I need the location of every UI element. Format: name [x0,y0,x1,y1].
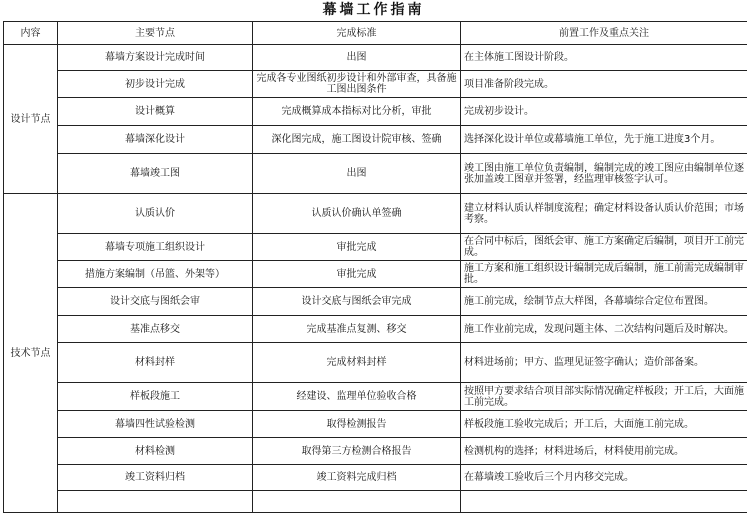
focus-cell: 选择深化设计单位或幕墙施工单位，先于施工进度3个月。 [461,126,747,154]
table-row [4,45,747,71]
focus-cell: 材料进场前；甲方、监理见证签字确认；造价部备案。 [461,343,747,383]
standard-cell: 审批完成 [253,234,461,261]
table-row [4,288,747,316]
focus-cell: 建立材料认质认样制度流程；确定材料设备认质认价范围；市场考察。 [461,194,747,234]
category-design: 设计节点 [4,45,58,194]
node-cell [58,491,253,513]
standard-cell: 完成概算成本指标对比分析，审批 [253,98,461,126]
node-cell: 幕墙四性试验检测 [58,411,253,438]
focus-cell: 样板段施工验收完成后；开工后，大面施工前完成。 [461,411,747,438]
standard-cell: 认质认价确认单签确 [253,194,461,234]
header-row [4,22,747,45]
standard-cell: 设计交底与图纸会审完成 [253,288,461,316]
standard-cell: 经建设、监理单位验收合格 [253,383,461,411]
node-cell: 设计交底与图纸会审 [58,288,253,316]
focus-cell: 按照甲方要求结合项目部实际情况确定样板段；开工后，大面施工前完成。 [461,383,747,411]
table-row [4,98,747,126]
node-cell: 措施方案编制（吊篮、外架等） [58,261,253,288]
header-standard: 完成标准 [253,22,461,45]
focus-cell: 施工前完成，绘制节点大样图，各幕墙综合定位布置图。 [461,288,747,316]
standard-cell [253,491,461,513]
node-cell: 基准点移交 [58,316,253,343]
table-row [4,438,747,465]
table-row [4,194,747,234]
standard-cell: 完成材料封样 [253,343,461,383]
focus-cell: 在合同中标后，图纸会审、施工方案确定后编制，项目开工前完成。 [461,234,747,261]
focus-cell: 竣工图由施工单位负责编制，编制完成的竣工图应由编制单位逐张加盖竣工图章并签署，经监理审核签字认可。 [461,154,747,194]
node-cell: 幕墙方案设计完成时间 [58,45,253,71]
header-content: 内容 [4,22,58,45]
standard-cell: 竣工资料完成归档 [253,465,461,491]
node-cell: 幕墙深化设计 [58,126,253,154]
standard-cell: 完成基准点复测、移交 [253,316,461,343]
node-cell: 材料检测 [58,438,253,465]
table-row [4,411,747,438]
focus-cell: 在主体施工图设计阶段。 [461,45,747,71]
focus-cell: 施工作业前完成，发现问题主体、二次结构问题后及时解决。 [461,316,747,343]
table-row [4,234,747,261]
focus-cell: 施工方案和施工组织设计编制完成后编制，施工前需完成编制审批。 [461,261,747,288]
standard-cell: 审批完成 [253,261,461,288]
standard-cell: 取得检测报告 [253,411,461,438]
guide-table [3,21,747,513]
focus-cell: 项目准备阶段完成。 [461,71,747,98]
header-main-node: 主要节点 [58,22,253,45]
table-row [4,261,747,288]
node-cell: 认质认价 [58,194,253,234]
standard-cell: 深化图完成，施工图设计院审核、签确 [253,126,461,154]
category-technical: 技术节点 [4,194,58,513]
table-row [4,154,747,194]
header-focus: 前置工作及重点关注 [461,22,747,45]
table-row [4,383,747,411]
node-cell: 竣工资料归档 [58,465,253,491]
focus-cell: 检测机构的选择；材料进场后，材料使用前完成。 [461,438,747,465]
standard-cell: 出图 [253,154,461,194]
node-cell: 样板段施工 [58,383,253,411]
standard-cell: 取得第三方检测合格报告 [253,438,461,465]
standard-cell: 完成各专业图纸初步设计和外部审查，具备施工图出图条件 [253,71,461,98]
focus-cell: 在幕墙竣工验收后三个月内移交完成。 [461,465,747,491]
focus-cell: 完成初步设计。 [461,98,747,126]
node-cell: 幕墙竣工图 [58,154,253,194]
table-row [4,316,747,343]
focus-cell [461,491,747,513]
standard-cell: 出图 [253,45,461,71]
node-cell: 材料封样 [58,343,253,383]
node-cell: 初步设计完成 [58,71,253,98]
table-row [4,343,747,383]
node-cell: 设计概算 [58,98,253,126]
table-row [4,491,747,513]
table-row [4,71,747,98]
table-row [4,126,747,154]
node-cell: 幕墙专项施工组织设计 [58,234,253,261]
page-title: 幕墙工作指南 [0,0,747,20]
table-row [4,465,747,491]
